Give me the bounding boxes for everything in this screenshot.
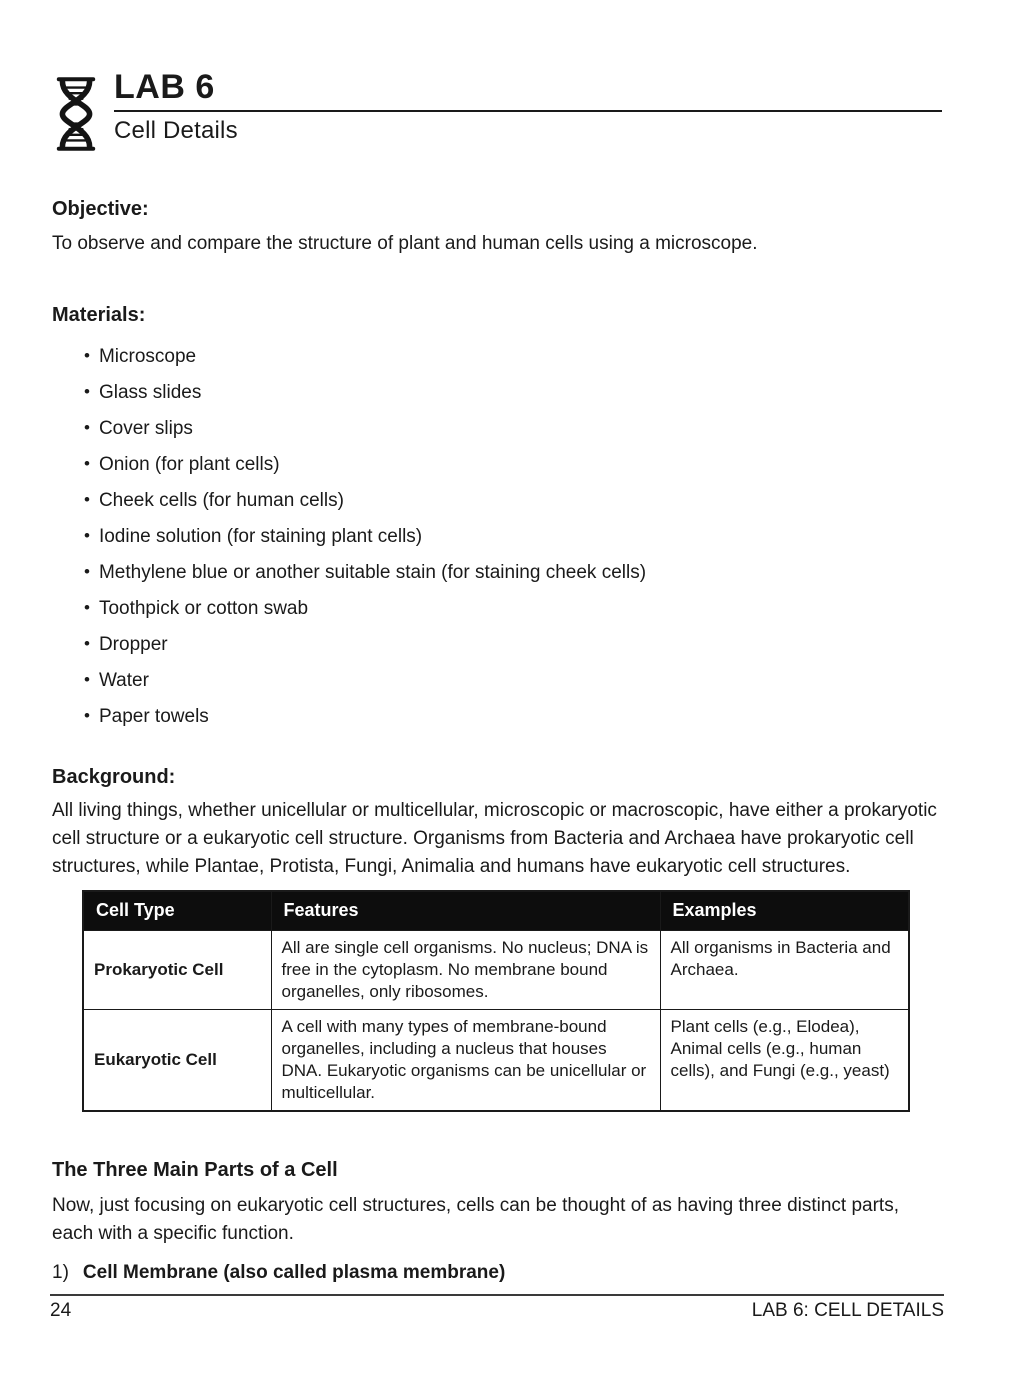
features-value: A cell with many types of membrane-bound organelles, including a nucleus that houses DNA. Eukaryotic organisms can be unicellular or multicellular.: [271, 1009, 660, 1111]
table-header-cell-type: Cell Type: [83, 891, 271, 930]
list-item-text: Toothpick or cotton swab: [98, 598, 309, 619]
bullet-icon: •: [84, 418, 90, 437]
lab-subtitle: Cell Details: [114, 117, 238, 144]
background-text: All living things, whether unicellular or multicellular, microscopic or macroscopic, have either a prokaryotic cell structure or a eukaryotic cell structure. Organisms from Bacteria and Archaea have prokaryotic cell structures, while Plantae, Protista, Fungi, Animalia and humans have eukaryotic cell structures.: [52, 800, 937, 877]
objective-text: To observe and compare the structure of plant and human cells using a microscope.: [52, 233, 758, 254]
table-header-row: [83, 891, 909, 930]
features-value: All are single cell organisms. No nucleus; DNA is free in the cytoplasm. No membrane bound organelles, only ribosomes.: [271, 930, 660, 1009]
list-item-text: Dropper: [98, 634, 168, 655]
list-item: [84, 519, 942, 555]
numbered-item-1: [52, 1259, 942, 1287]
list-item-text: Water: [98, 670, 149, 691]
bullet-icon: •: [84, 526, 90, 545]
bullet-icon: •: [84, 706, 90, 725]
list-item-text: Onion (for plant cells): [98, 454, 280, 475]
three-parts-heading: The Three Main Parts of a Cell: [52, 1158, 338, 1181]
table-row: [83, 930, 909, 1009]
table-header-examples: Examples: [660, 891, 909, 930]
list-item: [84, 447, 942, 483]
list-item: [84, 555, 942, 591]
bullet-icon: •: [84, 346, 90, 365]
item-label: Cell Membrane (also called plasma membrane): [82, 1261, 506, 1283]
list-item-text: Paper towels: [98, 706, 209, 727]
lab-header: [52, 70, 942, 161]
page-number: 24: [50, 1300, 72, 1321]
bullet-icon: •: [84, 562, 90, 581]
list-item-text: Cover slips: [98, 418, 193, 439]
list-item-text: Iodine solution (for staining plant cells): [98, 526, 423, 547]
table-row: [83, 1009, 909, 1111]
materials-heading: Materials:: [52, 304, 146, 326]
bullet-icon: •: [84, 382, 90, 401]
list-item-text: Methylene blue or another suitable stain (for staining cheek cells): [98, 562, 647, 583]
bullet-icon: •: [84, 598, 90, 617]
cell-type-table: [82, 890, 910, 1112]
table-header-features: Features: [271, 891, 660, 930]
list-item: [84, 411, 942, 447]
objective-heading: Objective:: [52, 198, 149, 220]
examples-value: All organisms in Bacteria and Archaea.: [660, 930, 909, 1009]
bullet-icon: •: [84, 670, 90, 689]
background-heading: Background:: [52, 766, 176, 788]
lab-number-title: LAB 6: [114, 70, 942, 112]
bullet-icon: •: [84, 490, 90, 509]
list-item: [84, 627, 942, 663]
materials-list: [84, 339, 942, 735]
cell-type-value: Prokaryotic Cell: [83, 930, 271, 1009]
list-item: [84, 591, 942, 627]
examples-value: Plant cells (e.g., Elodea), Animal cells (e.g., human cells), and Fungi (e.g., yeast): [660, 1009, 909, 1111]
item-number: 1): [52, 1261, 69, 1283]
title-block: [114, 70, 942, 145]
list-item-text: Glass slides: [98, 382, 202, 403]
page-footer: [50, 1294, 944, 1322]
list-item-text: Microscope: [98, 346, 197, 367]
three-parts-intro: Now, just focusing on eukaryotic cell structures, cells can be thought of as having three distinct parts, each with a specific function.: [52, 1194, 899, 1244]
dna-double-helix-icon: [52, 72, 100, 161]
list-item-text: Cheek cells (for human cells): [98, 490, 344, 511]
list-item: [84, 339, 942, 375]
list-item: [84, 375, 942, 411]
list-item: [84, 483, 942, 519]
cell-type-value: Eukaryotic Cell: [83, 1009, 271, 1111]
bullet-icon: •: [84, 454, 90, 473]
bullet-icon: •: [84, 634, 90, 653]
footer-label: LAB 6: CELL DETAILS: [751, 1300, 944, 1321]
list-item: [84, 699, 942, 735]
list-item: [84, 663, 942, 699]
